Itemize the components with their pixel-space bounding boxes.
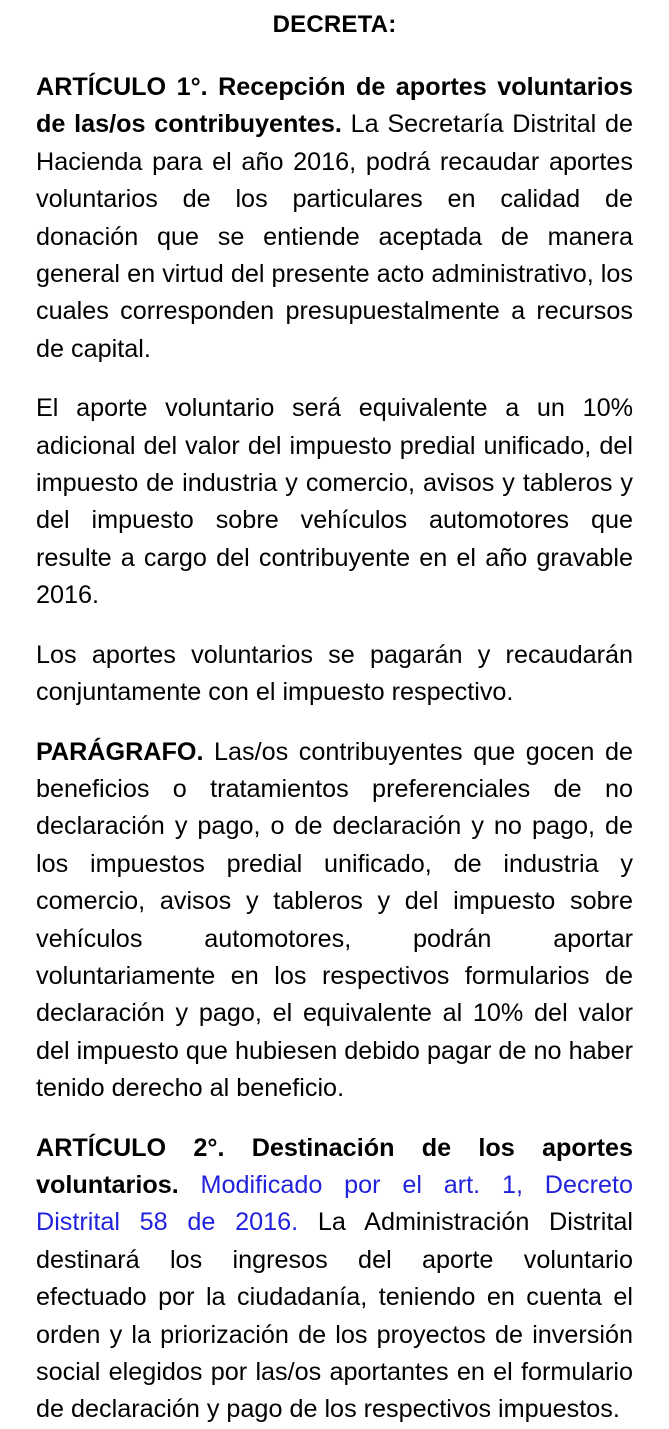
aporte-equivalente-text: El aporte voluntario será equivalente a un 10% adicional del valor del impuesto predial unificado, del impuesto de industria y comercio, avisos y tableros y del impuesto sobre vehículos automotores que resulte a cargo del contribuyente en el año gravable 2016. <box>36 394 633 610</box>
article-2-modification-link[interactable]: Modificado por el art. 1, Decreto Distrital 58 de 2016. <box>36 1170 633 1237</box>
paragrafo-body: Las/os contribuyentes que gocen de beneficios o tratamientos preferenciales de no declaración y pago, o de declaración y no pago, de los impuestos predial unificado, de industria y comercio, avisos y tableros y del impuesto sobre vehículos automotores, podrán aportar voluntariamente en los respectivos formularios de declaración y pago, el equivalente al 10% del valor del impuesto que hubiesen debido pagar de no haber tenido derecho al beneficio. <box>36 737 633 1103</box>
article-2-paragraph <box>36 1130 633 1429</box>
article-1-body: La Secretaría Distrital de Hacienda para el año 2016, podrá recaudar aportes voluntarios de los particulares en calidad de donación que se entiende aceptada de manera general en virtud del presente acto administrativo, los cuales corresponden presupuestalmente a recursos de capital. <box>36 110 633 363</box>
article-2-label: ARTÍCULO 2°. Destinación de los aportes voluntarios. <box>36 1133 633 1199</box>
paragrafo-label: PARÁGRAFO. <box>36 737 204 766</box>
paragrafo-block <box>36 734 633 1108</box>
page-title: DECRETA: <box>272 11 397 38</box>
recaudo-conjunto-text: Los aportes voluntarios se pagarán y recaudarán conjuntamente con el impuesto respectivo. <box>36 640 633 707</box>
article-2-body: La Administración Distrital destinará los ingresos del aporte voluntario efectuado por la ciudadanía, teniendo en cuenta el orden y la priorización de los proyectos de inversión social elegidos por las/os aportantes en el formulario de declaración y pago de los respectivos impuestos. <box>36 1208 633 1424</box>
article-1-paragraph <box>36 69 633 368</box>
aporte-equivalente-paragraph <box>36 390 633 614</box>
article-1-label: ARTÍCULO 1°. Recepción de aportes voluntarios de las/os contribuyentes. <box>36 73 633 139</box>
recaudo-conjunto-paragraph <box>36 637 633 712</box>
